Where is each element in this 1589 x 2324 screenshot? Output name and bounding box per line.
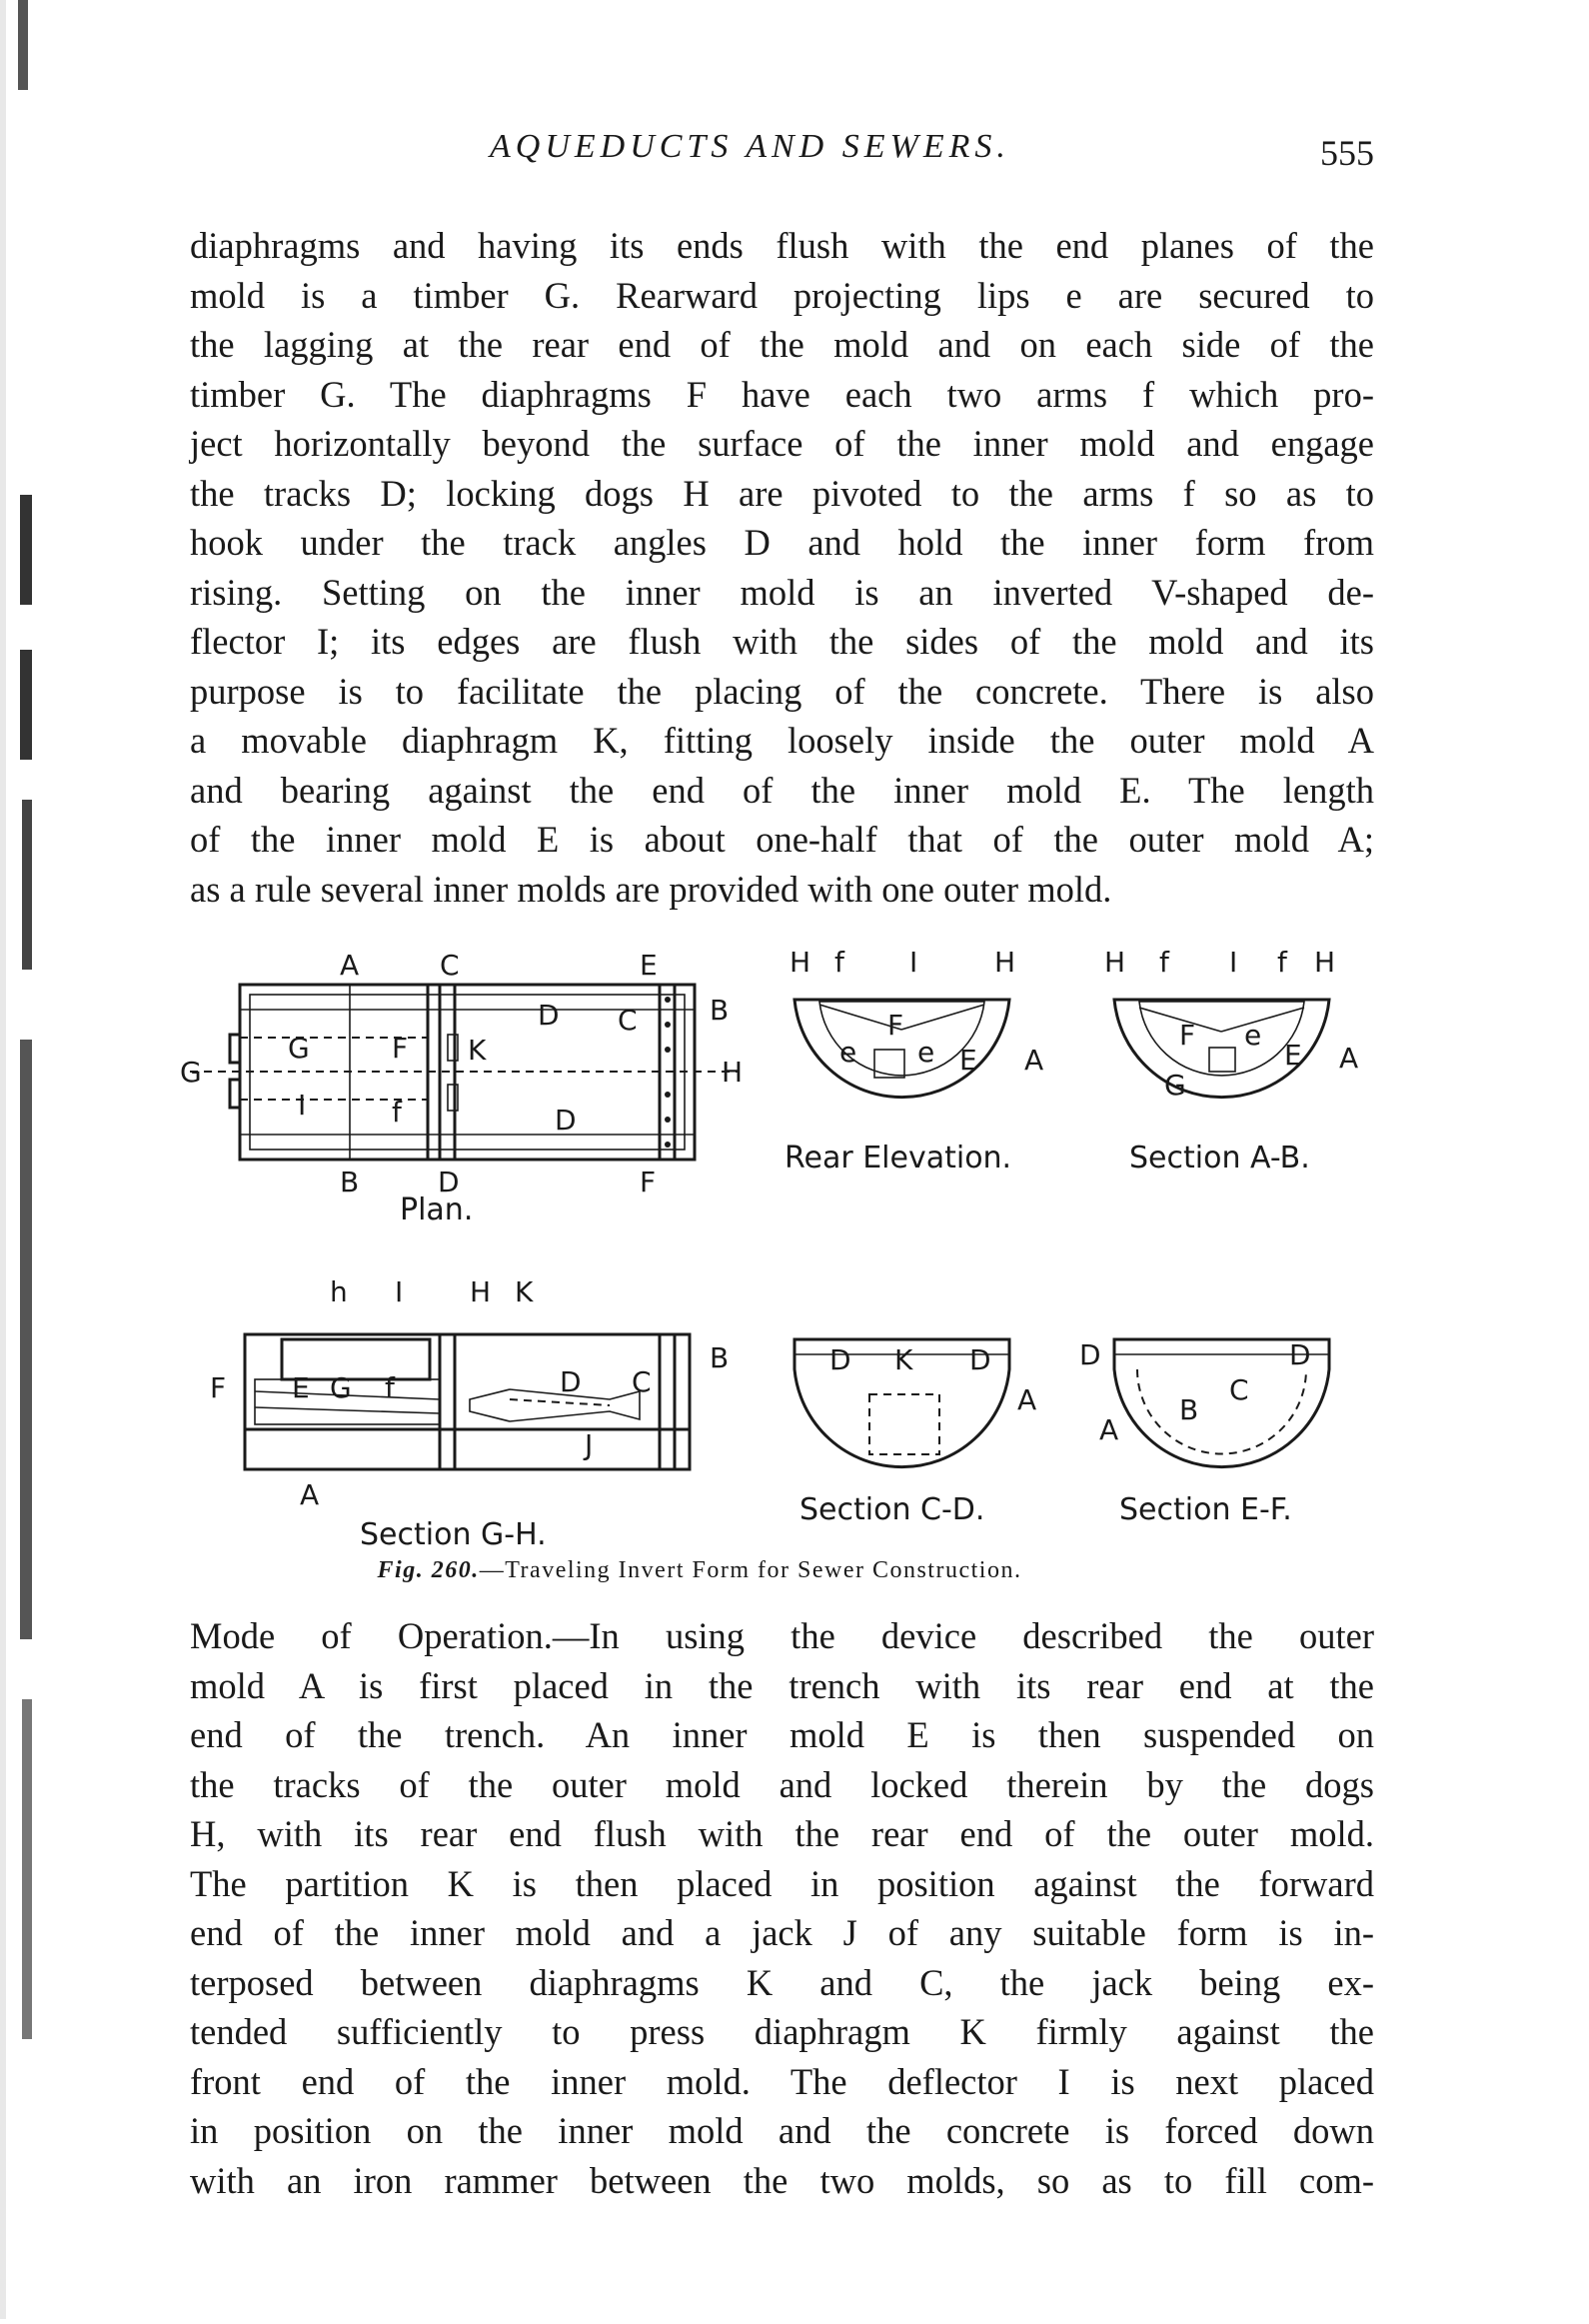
- text-line: Mode of Operation.—In using the device described the outer: [190, 1615, 1374, 1656]
- text-line: in position on the inner mold and the concrete is forced down: [190, 2110, 1374, 2151]
- text-line: mold is a timber G. Rearward projecting lips e are secured to: [190, 274, 1374, 316]
- figure-number: Fig. 260.: [377, 1557, 480, 1583]
- letter-label: K: [468, 1034, 487, 1067]
- letter-label: I: [1229, 946, 1238, 979]
- text-line: end of the inner mold and a jack J of any suitable form is in-: [190, 1912, 1374, 1953]
- plan-label: Plan.: [400, 1192, 474, 1227]
- letter-label: A: [300, 1478, 320, 1511]
- letter-label: A: [1099, 1413, 1119, 1446]
- text-line: flector I; its edges are flush with the sides of the mold and its: [190, 621, 1374, 662]
- text-line: hook under the track angles D and hold the inner form from: [190, 522, 1374, 563]
- section-ab-view: [1104, 946, 1358, 1175]
- letter-label: F: [1179, 1019, 1196, 1052]
- letter-label: C: [1229, 1373, 1249, 1406]
- text-line: as a rule several inner molds are provided with one outer mold.: [190, 868, 1112, 910]
- text-line: front end of the inner mold. The deflector I is next placed: [190, 2060, 1374, 2102]
- letter-label: H: [790, 946, 811, 979]
- letter-label: h: [330, 1275, 348, 1308]
- page-number: 555: [1320, 133, 1374, 173]
- text-line: H, with its rear end flush with the rear end of the outer mold.: [190, 1813, 1374, 1854]
- letter-label: I: [298, 1089, 307, 1122]
- letter-label: B: [1179, 1393, 1199, 1426]
- section-ef-view: [1079, 1338, 1329, 1527]
- letter-label: D: [829, 1343, 851, 1376]
- paragraph-1: [190, 221, 1374, 914]
- letter-label: A: [1017, 1383, 1037, 1416]
- letter-label: A: [340, 949, 360, 982]
- letter-label: D: [1289, 1338, 1311, 1371]
- figure-caption: [160, 1557, 1239, 1584]
- letter-label: D: [438, 1165, 460, 1198]
- text-line: purpose is to facilitate the placing of the concrete. There is also: [190, 670, 1374, 712]
- letter-label: E: [1284, 1039, 1302, 1072]
- letter-label: C: [440, 949, 460, 982]
- paragraph-2: [190, 1611, 1374, 2205]
- text-line: of the inner mold E is about one-half that of the outer mold A;: [190, 819, 1374, 860]
- letter-label: H: [994, 946, 1016, 979]
- letter-label: C: [632, 1365, 652, 1398]
- letter-label: A: [1024, 1044, 1044, 1077]
- figure-caption-text: —Traveling Invert Form for Sewer Construction.: [479, 1557, 1022, 1583]
- letter-label: H: [722, 1056, 744, 1089]
- letter-label: J: [585, 1428, 594, 1461]
- text-line: the lagging at the rear end of the mold and on each side of the: [190, 324, 1374, 365]
- text-line: The partition K is then placed in position against the forward: [190, 1862, 1374, 1904]
- letter-label: H: [1314, 946, 1336, 979]
- section-gh-label: Section G-H.: [360, 1517, 547, 1552]
- text-line: the tracks D; locking dogs H are pivoted to the arms f so as to: [190, 472, 1374, 514]
- letter-label: H: [1104, 946, 1126, 979]
- section-cd-view: [794, 1339, 1036, 1527]
- text-line: with an iron rammer between the two molds, so as to fill com-: [190, 2159, 1374, 2201]
- page-header: [190, 108, 1374, 178]
- text-line: tended sufficiently to press diaphragm K firmly against the: [190, 2011, 1374, 2052]
- text-line: the tracks of the outer mold and locked therein by the dogs: [190, 1763, 1374, 1805]
- rear-elevation-label: Rear Elevation.: [785, 1141, 1012, 1175]
- letter-label: G: [288, 1032, 310, 1065]
- letter-label: C: [618, 1004, 638, 1037]
- letter-label: f: [1159, 946, 1169, 979]
- text-line: ject horizontally beyond the surface of the inner mold and engage: [190, 423, 1374, 464]
- letter-label: A: [1339, 1042, 1359, 1075]
- section-cd-label: Section C-D.: [799, 1492, 985, 1527]
- letter-label: D: [969, 1343, 991, 1376]
- text-line: diaphragms and having its ends flush with the end planes of the: [190, 225, 1374, 266]
- section-gh-view: [210, 1275, 729, 1552]
- letter-label: G: [330, 1371, 352, 1404]
- letter-label: F: [210, 1371, 227, 1404]
- text-line: mold A is first placed in the trench with its rear end at the: [190, 1664, 1374, 1706]
- letter-label: f: [392, 1096, 402, 1129]
- letter-label: E: [292, 1371, 310, 1404]
- letter-label: H: [470, 1275, 492, 1308]
- text-line: end of the trench. An inner mold E is then suspended on: [190, 1714, 1374, 1755]
- letter-label: B: [710, 994, 730, 1027]
- letter-label: G: [180, 1056, 202, 1089]
- letter-label: f: [1277, 946, 1287, 979]
- letter-label: K: [515, 1275, 534, 1308]
- letter-label: D: [555, 1104, 577, 1137]
- letter-label: e: [917, 1036, 935, 1069]
- text-line: timber G. The diaphragms F have each two arms f which pro-: [190, 373, 1374, 415]
- page-binding-edge: [0, 0, 50, 2319]
- letter-label: D: [1079, 1338, 1101, 1371]
- letter-label: I: [395, 1275, 404, 1308]
- running-head: AQUEDUCTS AND SEWERS.: [490, 128, 1010, 165]
- letter-label: D: [560, 1365, 582, 1398]
- letter-label: D: [538, 999, 560, 1032]
- letter-label: E: [959, 1044, 977, 1077]
- letter-label: B: [340, 1165, 360, 1198]
- text-line: a movable diaphragm K, fitting loosely inside the outer mold A: [190, 720, 1374, 761]
- text-line: and bearing against the end of the inner mold E. The length: [190, 769, 1374, 811]
- section-ab-label: Section A-B.: [1129, 1141, 1310, 1175]
- letter-label: f: [834, 946, 844, 979]
- letter-label: F: [640, 1165, 657, 1198]
- figure-260: [170, 930, 1389, 1579]
- letter-label: G: [1164, 1069, 1186, 1102]
- text-line: terposed between diaphragms K and C, the jack being ex-: [190, 1961, 1374, 2003]
- plan-view: [180, 949, 743, 1227]
- letter-label: e: [839, 1036, 857, 1069]
- letter-label: F: [887, 1009, 904, 1042]
- letter-label: e: [1244, 1019, 1262, 1052]
- section-ef-label: Section E-F.: [1119, 1492, 1292, 1527]
- letter-label: f: [385, 1371, 395, 1404]
- letter-label: K: [894, 1343, 913, 1376]
- text-line: rising. Setting on the inner mold is an inverted V-shaped de-: [190, 571, 1374, 613]
- letter-label: B: [710, 1341, 730, 1374]
- letter-label: I: [909, 946, 918, 979]
- rear-elevation-view: [785, 946, 1043, 1175]
- letter-label: F: [392, 1032, 409, 1065]
- figure-drawing: [170, 930, 1389, 1579]
- letter-label: E: [640, 949, 658, 982]
